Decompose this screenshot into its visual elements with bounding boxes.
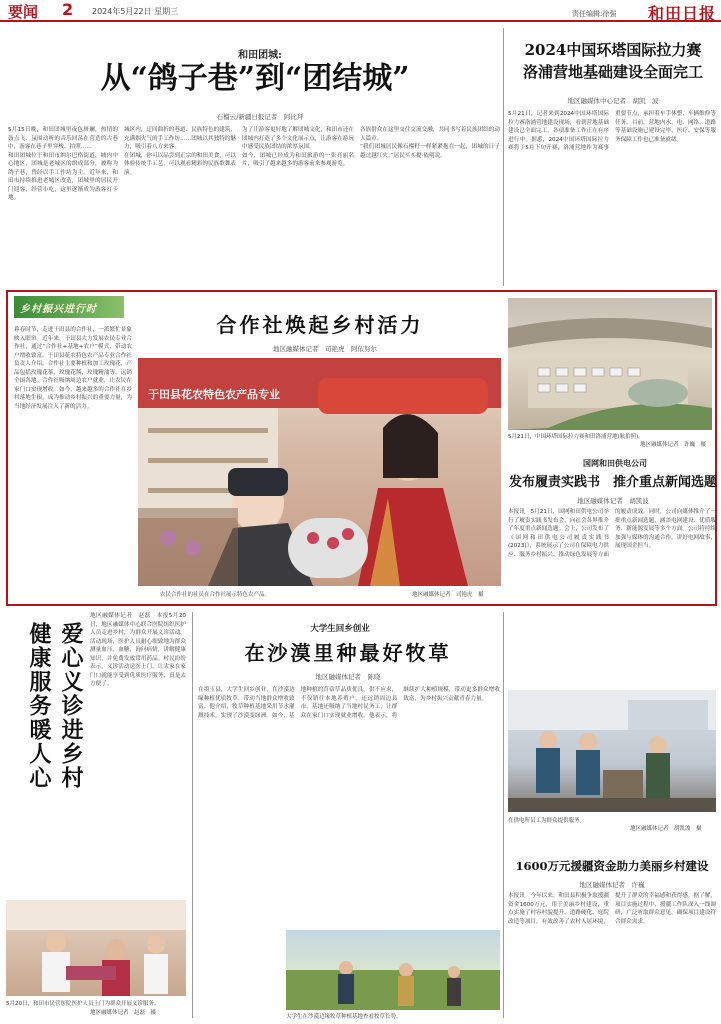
clinic-caption: 5月20日，和田市民营医院医护人员上门为群众开展义诊服务。 bbox=[6, 1001, 160, 1007]
rally-byline: 地区融媒体中心记者 胡凯 波 bbox=[567, 97, 659, 105]
issue-date: 2024年5月22日 星期三 bbox=[92, 7, 179, 16]
rally-caption: 5月21日，中国环塔国际拉力赛和田洛浦营地(航拍照)。 bbox=[508, 434, 644, 440]
lead-column-2: 城区内，迂回曲折的巷道、民族特色的建筑、充满烟火气的手工作坊……团城以其独特的魅力，吸引着八方来客。 在团城，你可以品尝到正宗的和田美食，可以体验传统手工艺，可以观看精彩的民族歌舞表演。 bbox=[124, 127, 236, 176]
lead-byline: 石榴云/新疆日报记者 阿比拜 bbox=[216, 113, 304, 121]
rally-photo bbox=[508, 298, 712, 430]
clinic-photo-illustration bbox=[6, 900, 186, 996]
power-photo bbox=[508, 690, 716, 812]
lead-headline[interactable]: 从“鸽子巷”到“团结城” bbox=[100, 61, 410, 96]
masthead bbox=[0, 0, 721, 22]
clinic-title-2[interactable]: 健康服务暖人心 bbox=[26, 622, 52, 790]
desert-body: 在墨玉县，大学生回乡创业，在沙漠边缘种植优质牧草，带动当地群众增收致富。他介绍，牧草种植基地采用节水灌溉技术，实现了沙漠变绿洲。如今，基地种植的苜蓿草品质优良，供不应求，不仅销往本地养殖户，还远销周边县市。基地还吸纳了当地村民务工，让群众在家门口实现就业增收。他表示，将继续扩大种植规模，带动更多群众增收致富，为乡村振兴贡献青春力量。 bbox=[198, 687, 500, 719]
section-name: 要闻 bbox=[8, 3, 39, 21]
funds-byline: 地区融媒体记者 许巍 bbox=[579, 881, 645, 889]
lead-kicker: 和田团城: bbox=[238, 50, 282, 61]
coop-caption-credit: 地区融媒体记者 司艳虎 摄 bbox=[412, 592, 484, 598]
rally-photo-illustration bbox=[508, 298, 712, 430]
rally-headline-1[interactable]: 2024中国环塔国际拉力赛 bbox=[524, 41, 702, 59]
desert-caption: 大学生在沙漠边缘牧草种植基地查看牧草长势。 bbox=[286, 1014, 402, 1020]
power-headline[interactable]: 发布履责实践书 推介重点新闻选题 bbox=[508, 475, 717, 490]
clinic-caption-credit: 地区融媒体记者 赵磊 摄 bbox=[90, 1010, 157, 1016]
lead-column-1: 5月15日晚，和田团城里夜色斑斓，热情的鼓点飞、氛围动听的音乐回荡在营造的古巷中，游客在巷子里穿梭、拍照…… 和田团城位于和田市纳尔巴格街道，城内中心地区，团城是老城区的组成部分，被称为鸽子巷，曾经以手工作坊为主。近年来，和田市持续推进老城区改造，团城里的居民开门迎客、经营小吃，这里逐渐成为游客打卡地。 bbox=[8, 127, 118, 201]
desert-photo bbox=[286, 930, 500, 1010]
power-caption: 在供电所员工为群众提供服务。 bbox=[508, 818, 586, 824]
coop-caption: 农民合作社的社员在合作社展示特色农产品。 bbox=[160, 592, 271, 598]
lead-column-4: 各族群众在这里交往交流交融，共同书写着民族团结的动人篇章。 “我们团城居民像石榴籽一样紧紧抱在一起，团城的日子越过越红火。”居民买买提·依明说。 bbox=[360, 127, 500, 159]
coop-photo-sign: 于田县花农特色农产品专业 bbox=[148, 388, 280, 401]
newspaper-logo: 和田日报 bbox=[648, 4, 717, 23]
clinic-body: 地区融媒体记者 赵磊 本报5月20日，地区融媒体中心联合医院组织医护人员走进乡村，为群众开展义诊活动。活动现场，医护人员耐心细致地为群众测量血压、血糖，询问病情，讲解健康知识，并免费发放常用药品。村民纷纷表示，义诊活动送医上门，让大家在家门口就能享受到优质医疗服务，真是太方便了。 bbox=[90, 613, 186, 687]
power-body: 本报讯 5月21日，国网和田供电公司举行了履责实践书发布会，向社会各界推介了年度重点新闻选题。会上，公司发布了《国网和田供电公司履责实践书(2023)》，系统展示了公司在保障电力供应、服务乡村振兴、推动绿色发展等方面的履责成效。同时，公司向媒体推介了一批重点新闻选题，涵盖电网建设、优质服务、新能源发展等多个方面。公司将持续加强与媒体的沟通合作，讲好电网故事，展现国企担当。 bbox=[508, 509, 716, 558]
coop-photo bbox=[138, 358, 501, 586]
coop-headline[interactable]: 合作社焕起乡村活力 bbox=[216, 313, 424, 337]
rural-revitalization-banner: 乡村振兴进行时 bbox=[14, 296, 124, 318]
desert-headline[interactable]: 在沙漠里种最好牧草 bbox=[244, 641, 452, 665]
power-photo-illustration bbox=[508, 690, 716, 812]
rally-headline-2[interactable]: 洛浦营地基础建设全面完工 bbox=[522, 63, 703, 81]
column-divider-3 bbox=[503, 612, 504, 1018]
funds-body: 本报讯 今年以来，和田县积极争取援疆资金1600万元，用于美丽乡村建设，重点实施了村容村貌提升、道路硬化、庭院改造等项目，有效改善了农村人居环境，提升了群众的幸福感和获得感。据了解，项目实施过程中，援疆工作队深入一线调研，广泛听取群众意见，确保项目建设符合群众需求。 bbox=[508, 893, 716, 925]
rally-caption-credit: 地区融媒体记者 许巍 摄 bbox=[640, 442, 707, 448]
power-caption-credit: 地区融媒体记者 胡凯波 摄 bbox=[630, 826, 702, 832]
column-divider-2 bbox=[192, 612, 193, 1018]
coop-body: 暮春时节，走进于田县的合作社，一派繁忙景象映入眼帘。近年来，于田县大力发展农民专业合作社，通过“合作社+基地+农户”模式，带动农户增收致富。于田县花农特色农产品专业合作社负责人介绍，合作社主要种植和加工玫瑰花，产品包括玫瑰花茶、玫瑰花酱、玫瑰精油等，远销全国各地。合作社吸纳周边农户就业，让农民在家门口实现增收。如今，越来越多的合作社在乡村落地生根，成为推动乡村振兴的重要力量，为当地经济发展注入了新的活力。 bbox=[14, 327, 132, 410]
lead-column-3: 为了让游客更好地了解团城文化，和田市还在团城内打造了多个文化展示点，让游客在游玩中感受民族团结的浓厚氛围。 如今，团城已经成为和田旅游的一张亮丽名片，吸引了越来越多的游客前来参观游览。 bbox=[242, 127, 354, 167]
clinic-title-1[interactable]: 爱心义诊进乡村 bbox=[58, 622, 84, 790]
column-divider bbox=[503, 28, 504, 286]
editor-credit: 责任编辑:徐强 bbox=[572, 10, 617, 18]
desert-byline: 地区融媒体记者 陈晓 bbox=[315, 673, 381, 681]
rally-body: 5月21日，记者来到2024中国环塔国际拉力赛洛浦营地建设现场，看到营地基础建设已全面完工，各项准备工作正在有序进行中。据悉，2024中国环塔国际拉力赛将于5月下旬开赛，洛浦营地作为赛事重要节点，承担着车手休整、车辆维修等任务。目前，营地内水、电、网络、道路等基础设施已建设完毕，医疗、安保等服务保障工作也已准备就绪。 bbox=[508, 111, 716, 151]
funds-headline[interactable]: 1600万元援疆资金助力美丽乡村建设 bbox=[515, 859, 709, 873]
coop-byline: 地区融媒体记者 司艳虎 阿依努尔 bbox=[273, 345, 377, 353]
page-number: 2 bbox=[62, 0, 74, 19]
clinic-photo bbox=[6, 900, 186, 996]
desert-kicker: 大学生回乡创业 bbox=[310, 624, 370, 634]
power-kicker: 国网和田供电公司 bbox=[583, 458, 647, 468]
power-byline: 地区融媒体记者 胡凯波 bbox=[577, 497, 649, 505]
desert-photo-illustration bbox=[286, 930, 500, 1010]
